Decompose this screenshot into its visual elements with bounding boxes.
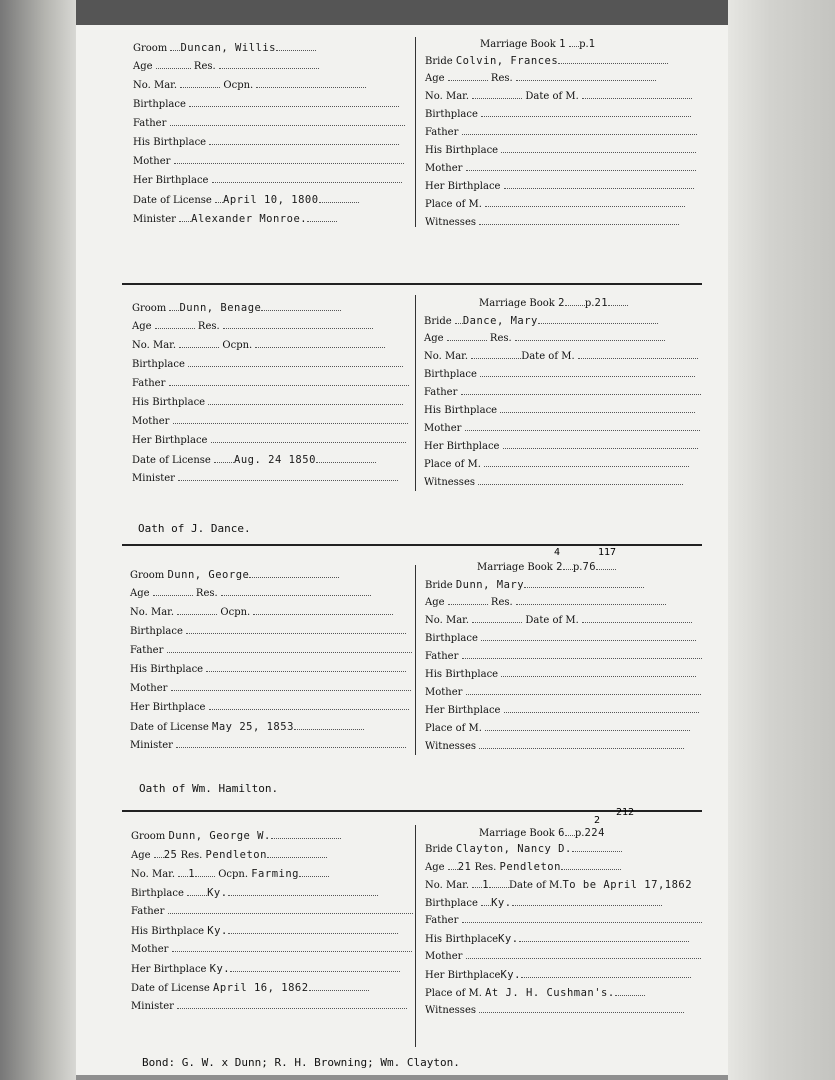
bride-mother-field: Mother — [425, 948, 701, 966]
bride-birthplace-field: Birthplace — [424, 366, 695, 384]
father-field: Father — [133, 115, 405, 133]
her-birthplace-field: Her Birthplace — [130, 699, 409, 717]
bride-no-mar-field: No. Mar. Date of M. — [425, 612, 692, 630]
bride-name: Colvin, Frances — [455, 55, 559, 67]
place-of-m-field: Place of M. — [424, 456, 689, 474]
groom-age: 25 — [163, 849, 178, 861]
marriage-record-card — [76, 25, 706, 285]
his-birthplace-field: His Birthplace Ky. — [131, 922, 398, 940]
bride-father-field: Father — [424, 384, 701, 402]
age-field: Age 25 Res. Pendleton — [131, 846, 327, 864]
date-of-license-field: Date of License April 16, 1862 — [131, 979, 369, 997]
bride-his-birthplace-field: His Birthplace — [424, 402, 695, 420]
bride-her-birthplace-field: Her BirthplaceKy. — [425, 966, 691, 984]
groom-name: Dunn, George W. — [168, 830, 271, 842]
bride-mother-field: Mother — [425, 684, 701, 702]
date-of-license-field: Date of License April 10, 1800 — [133, 191, 359, 209]
bride-his-birthplace-field: His BirthplaceKy. — [425, 930, 689, 948]
age-field: Age Res. — [132, 318, 373, 336]
bride-her-birthplace-field: Her Birthplace — [425, 702, 699, 720]
place-of-m-field: Place of M. — [425, 196, 685, 214]
his-birthplace-field: His Birthplace — [132, 394, 403, 412]
bride-birthplace-field: Birthplace Ky. — [425, 894, 662, 912]
witnesses-field: Witnesses — [424, 474, 683, 492]
minister-field: Minister — [132, 470, 398, 488]
bride-birthplace-field: Birthplace — [425, 106, 691, 124]
column-divider — [415, 295, 416, 491]
birthplace-field: Birthplace Ky. — [131, 884, 378, 902]
bride-field: Bride Dunn, Mary — [425, 576, 644, 594]
groom-field: Groom Dunn, George W. — [131, 827, 341, 845]
bride-no-mar-field: No. Mar. Date of M. — [424, 348, 698, 366]
no-mar-field: No. Mar. Ocpn. — [130, 604, 393, 622]
birthplace-field: Birthplace — [133, 96, 399, 114]
column-divider — [415, 825, 416, 1047]
no-mar-field: No. Mar. Ocpn. — [132, 337, 385, 355]
her-birthplace: Ky. — [209, 963, 231, 975]
birthplace-field: Birthplace — [130, 623, 406, 641]
record-note: Oath of Wm. Hamilton. — [139, 782, 279, 795]
father-field: Father — [132, 375, 409, 393]
license-date: April 16, 1862 — [213, 982, 309, 994]
groom-no-mar: 1 — [188, 868, 196, 880]
bride-age-field: Age Res. — [425, 70, 656, 88]
groom-name: Duncan, Willis — [180, 42, 276, 54]
her-birthplace-field: Her Birthplace — [133, 172, 402, 190]
bride-residence: Pendleton — [499, 861, 561, 873]
no-mar-field: No. Mar. 1 Ocpn. Farming — [131, 865, 329, 883]
bride-age-field: Age 21 Res. Pendleton — [425, 858, 621, 876]
bride-age: 21 — [457, 861, 472, 873]
record-note: Oath of J. Dance. — [138, 522, 251, 535]
marriage-book-ref: Marriage Book 2 p.21 — [479, 295, 628, 309]
father-field: Father — [131, 903, 413, 921]
bride-name: Clayton, Nancy D. — [455, 843, 572, 855]
her-birthplace-field: Her Birthplace — [132, 432, 406, 450]
witnesses-field: Witnesses — [425, 214, 679, 232]
mother-field: Mother — [132, 413, 408, 431]
groom-name: Dunn, Benage — [179, 302, 262, 314]
page-annotation: 212 — [616, 807, 635, 818]
birthplace-field: Birthplace — [132, 356, 403, 374]
groom-field: Groom Dunn, George — [130, 566, 339, 584]
bride-no-mar: 1 — [482, 879, 490, 891]
scan-right-margin — [728, 0, 835, 1080]
her-birthplace-field: Her Birthplace Ky. — [131, 960, 400, 978]
groom-birthplace: Ky. — [207, 887, 228, 899]
place-of-marriage: At J. H. Cushman's. — [485, 987, 615, 999]
license-date: Aug. 24 1850 — [234, 454, 316, 466]
bride-age-field: Age Res. — [425, 594, 666, 612]
bride-his-birthplace-field: His Birthplace — [425, 666, 696, 684]
groom-field: Groom Duncan, Willis — [133, 39, 316, 57]
page-annotation: 117 — [598, 547, 617, 558]
bride-birthplace: Ky. — [491, 897, 512, 909]
bride-father-field: Father — [425, 124, 697, 142]
his-birthplace-field: His Birthplace — [133, 134, 399, 152]
bride-father-field: Father — [425, 912, 702, 930]
record-sheet — [76, 25, 728, 1075]
bride-mother-field: Mother — [425, 160, 696, 178]
bride-name: Dance, Mary — [462, 315, 538, 327]
bride-no-mar-field: No. Mar. 1 Date of M.To be April 17,1862 — [425, 879, 693, 891]
bride-field: Bride Colvin, Frances — [425, 52, 668, 70]
marriage-record-card — [76, 287, 706, 543]
record-separator — [122, 810, 702, 812]
license-date: April 10, 1800 — [223, 194, 319, 206]
minister-field: Minister Alexander Monroe. — [133, 210, 337, 228]
bride-father-field: Father — [425, 648, 702, 666]
bride-age-field: Age Res. — [424, 330, 665, 348]
marriage-book-ref: Marriage Book 1 p.1 — [480, 38, 596, 50]
bride-no-mar-field: No. Mar. Date of M. — [425, 88, 692, 106]
date-of-license-field: Date of License Aug. 24 1850 — [132, 451, 376, 469]
bride-mother-field: Mother — [424, 420, 700, 438]
age-field: Age Res. — [133, 58, 319, 76]
bride-her-birthplace-field: Her Birthplace — [424, 438, 698, 456]
mother-field: Mother — [130, 680, 411, 698]
license-date: May 25, 1853 — [212, 721, 294, 733]
column-divider — [415, 565, 416, 755]
age-field: Age Res. — [130, 585, 371, 603]
marriage-book-ref: Marriage Book 2 p.76 — [477, 559, 616, 573]
place-of-m-field: Place of M. At J. H. Cushman's. — [425, 984, 645, 1002]
date-of-license-field: Date of License May 25, 1853 — [130, 718, 364, 736]
groom-occupation: Farming — [251, 868, 299, 880]
scan-left-margin — [0, 0, 76, 1080]
record-separator — [122, 544, 702, 546]
record-note: Bond: G. W. x Dunn; R. H. Browning; Wm. Clayton. — [142, 1056, 460, 1069]
his-birthplace: Ky. — [207, 925, 228, 937]
bride-birthplace-field: Birthplace — [425, 630, 696, 648]
scan-top-edge — [76, 0, 728, 25]
witnesses-field: Witnesses — [425, 1002, 684, 1020]
father-field: Father — [130, 642, 412, 660]
mother-field: Mother — [131, 941, 412, 959]
bride-field: Bride Dance, Mary — [424, 312, 658, 330]
date-of-marriage: To be April 17,1862 — [562, 879, 693, 891]
mother-field: Mother — [133, 153, 404, 171]
groom-field: Groom Dunn, Benage — [132, 299, 341, 317]
witnesses-field: Witnesses — [425, 738, 684, 756]
bride-name: Dunn, Mary — [455, 579, 525, 591]
bride-field: Bride Clayton, Nancy D. — [425, 840, 622, 858]
column-divider — [415, 37, 416, 227]
marriage-record-card — [76, 807, 706, 1075]
no-mar-field: No. Mar. Ocpn. — [133, 77, 366, 95]
book-annotation: 4 — [554, 547, 561, 558]
marriage-record-card — [76, 547, 706, 805]
marriage-book-ref: Marriage Book 6 p.224 — [479, 827, 605, 839]
book-annotation: 2 — [594, 815, 601, 826]
record-separator — [122, 283, 702, 285]
bride-his-birthplace-field: His Birthplace — [425, 142, 696, 160]
minister-field: Minister — [131, 998, 407, 1016]
minister-name: Alexander Monroe. — [191, 213, 308, 225]
place-of-m-field: Place of M. — [425, 720, 690, 738]
minister-field: Minister — [130, 737, 406, 755]
bride-her-birthplace-field: Her Birthplace — [425, 178, 694, 196]
groom-residence: Pendleton — [205, 849, 267, 861]
his-birthplace-field: His Birthplace — [130, 661, 406, 679]
groom-name: Dunn, George — [167, 569, 250, 581]
